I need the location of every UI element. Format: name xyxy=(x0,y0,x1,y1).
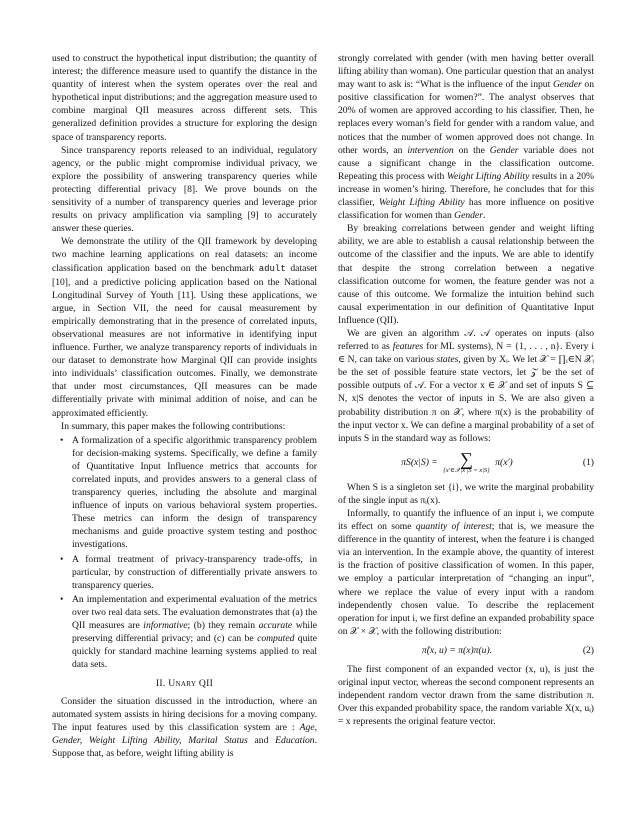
paragraph: Since transparency reports released to an individual, regulatory agency, or the public might compromise individual privacy, we explore the possibility of answering transparency queries while protecting differential privacy [8]. We prove bounds on the sensitivity of a number of transparency queries and leverage prior results on privacy amplification via sampling [9] to accurately answer these queries. xyxy=(52,144,317,235)
equation-2 xyxy=(338,644,594,657)
paragraph xyxy=(338,327,594,445)
equation-number: (2) xyxy=(582,644,594,656)
emphasis: Weight Lifting Ability xyxy=(446,170,530,182)
text-span: ; that is, we measure the difference in the quantity of interest, when the feature i is changed via an intervention. In the example above, the quantity of interest is the fraction of positive classification of women. In this paper, we employ a particular interpretation of “changing an input”, where we replace the value of every input with a random independently chosen value. To describe the replacement operation for input i, we first define an expanded probability space on 𝒳 × 𝒳, with the following distribution: xyxy=(338,521,595,637)
equation-body xyxy=(338,644,576,657)
equation-text: π̃(x, u) = π(x)π(u). xyxy=(421,644,493,656)
emphasis: informative xyxy=(143,620,188,632)
equation-number: (1) xyxy=(582,457,594,469)
text-span: An implementation and experimental evaluation of the metrics over two real data sets. The evaluation demonstrates that (a) the QII measures are xyxy=(72,593,317,632)
emphasis: computed xyxy=(257,633,295,645)
summation xyxy=(443,448,490,475)
paragraph: By breaking correlations between gender and weight lifting ability, we are able to establish a causal relationship between the outcome of the classifier and the inputs. We are able to identify that despite the strong correlation between a negative classification outcome for women, the feature gender was not a cause of this outcome. We formalize the intuition behind such causal experimentation in our definition of Quantitative Input Influence (QII). xyxy=(338,223,594,326)
paragraph: used to construct the hypothetical input distribution; the quantity of interest; the difference measure used to quantify the distance in the quantity of interest when the system operates over the real and hypothetical input distributions; and the aggregation measure used to combine marginal QII measures across different sets. This generalized definition provides a structure for exploring the design space of transparency reports. xyxy=(52,53,317,143)
summation-subscript: {x′∈𝒳|x′|S = x|S} xyxy=(443,466,490,474)
emphasis: Gender xyxy=(454,210,483,222)
emphasis: accurate xyxy=(258,620,293,632)
text-span: . xyxy=(482,210,486,222)
text-span: while preserving differential privacy; and (c) can be xyxy=(72,620,318,645)
text-span: variable does not cause a significant change in the classification outcome. Repeating this process with xyxy=(338,144,594,182)
equation-body xyxy=(338,448,576,475)
emphasis: features xyxy=(392,341,424,353)
text-span: . Suppose that, as before, weight lifting ability is xyxy=(52,734,317,759)
text-span: , given by Xᵢ. We let 𝒳 = ∏ᵢ∈N 𝒳ᵢ be the set of possible feature state vectors, let 𝒵 be the set of possible outputs of 𝒜. For a vector x ∈ 𝒳 and set of inputs S ⊆ N, x|S denotes the vector of inputs in S. We are also given a probability distribution π on 𝒳, where π(x) is the probability of the input vector x. We can define a marginal probability of a set of inputs S in the standard way as follows: xyxy=(338,354,594,444)
text-span: dataset [10], and a predictive policing application based on the National Longitudinal Survey of Youth [11]. Using these applications, we argue, in Section VII, the need for causal measurement by empirically demonstrating that in the presence of correlated inputs, observational measures are not informative in identifying input influence. Further, we analyze transparency reports of individuals in our dataset to demonstrate how Marginal QII can provide insights into individuals’ classification outcomes. Finally, we demonstrate that under most circumstances, QII measures can be made differentially private with minimal addition of noise, and can be approximated efficiently. xyxy=(52,262,317,419)
paragraph: The first component of an expanded vector (x, u), is just the original input vector, whereas the second component represents an independent random vector drawn from the same distribution π. Over this expanded probability space, the random variable X(x, uᵢ) = x represents the original feature vector. xyxy=(338,664,594,728)
text-span: results in a 20% increase in women’s hiring. Therefore, he concludes that for this classifier, xyxy=(338,170,594,209)
text-span: has more influence on positive classification for women than xyxy=(338,197,595,222)
text-span: on the xyxy=(453,144,490,156)
contributions-list xyxy=(52,434,317,672)
emphasis: Gender xyxy=(489,144,519,156)
emphasis: Gender xyxy=(552,79,582,91)
left-column xyxy=(52,52,317,760)
text-span: on positive classification for women?”. The analyst observes that 20% of women are approved according to his classifier. Then, he replaces every woman’s field for gender with a random value, and notices that the number of women approved does not change. In other words, an xyxy=(338,79,594,156)
equation-lhs: πS(x|S) = xyxy=(401,457,438,469)
sigma-symbol: ∑ xyxy=(460,448,473,469)
emphasis: Weight Lifting Ability xyxy=(378,197,465,209)
paragraph: When S is a singleton set {i}, we write the marginal probability of the single input as πᵢ(x). xyxy=(338,481,594,506)
paragraph xyxy=(52,235,317,419)
list-item xyxy=(72,593,317,672)
paragraph: In summary, this paper makes the following contributions: xyxy=(61,420,286,432)
emphasis: quantity of interest xyxy=(415,521,492,533)
text-span: quite quickly for standard machine learning systems applied to real data sets. xyxy=(72,633,317,671)
text-span: Consider the situation discussed in the introduction, where an automated system assists in hiring decisions for a moving company. The input features used by this classification system are : xyxy=(52,695,317,733)
emphasis: states xyxy=(436,354,459,366)
equation-rhs: π(x′) xyxy=(495,457,513,469)
text-span: Informally, to quantify the influence of an input i, we compute its effect on some xyxy=(338,508,594,533)
right-column xyxy=(338,52,594,729)
equation-1 xyxy=(338,448,594,475)
section-title: Unary QII xyxy=(168,678,214,690)
text-span: and xyxy=(247,734,276,746)
text-span: We demonstrate the utility of the QII framework by developing two machine learning applications on real datasets: an income classification application based on the benchmark xyxy=(52,236,317,274)
list-item: • A formalization of a specific algorithmic transparency problem for decision-making systems. Specifically, we define a family of Quantitative Input Influence metrics that accounts for correlated inputs, and provides answers to a general class of transparency queries, including the absolute and marginal influence of inputs on various behavioral system properties. These metrics can inform the design of transparency mechanisms and guide proactive system testing and posthoc investigations. xyxy=(72,434,317,552)
emphasis: intervention xyxy=(407,144,454,156)
paragraph xyxy=(338,507,594,638)
text-span: We are given an algorithm 𝒜. 𝒜 operates on inputs (also referred to as xyxy=(338,327,594,353)
emphasis: Age, Gender, Weight Lifting Ability, Marital Status xyxy=(52,721,317,746)
text-span: strongly correlated with gender (with men having better overall lifting ability than woman). One particular question that an analyst may want to ask is: “What is the influence of the input xyxy=(338,53,594,91)
section-heading xyxy=(52,677,317,690)
code-span: adult xyxy=(258,263,286,274)
paragraph xyxy=(52,695,317,760)
text-span: ; (b) they remain xyxy=(187,620,259,632)
list-item: • A formal treatment of privacy-transparency trade-offs, in particular, by construction of differentially private answers to transparency queries. xyxy=(72,553,317,592)
text-span: for ML systems), N = {1, . . . , n}. Every i ∈ N, can take on various xyxy=(338,341,595,366)
paragraph xyxy=(338,52,594,222)
section-number: II. xyxy=(155,678,166,690)
emphasis: Education xyxy=(275,734,315,746)
